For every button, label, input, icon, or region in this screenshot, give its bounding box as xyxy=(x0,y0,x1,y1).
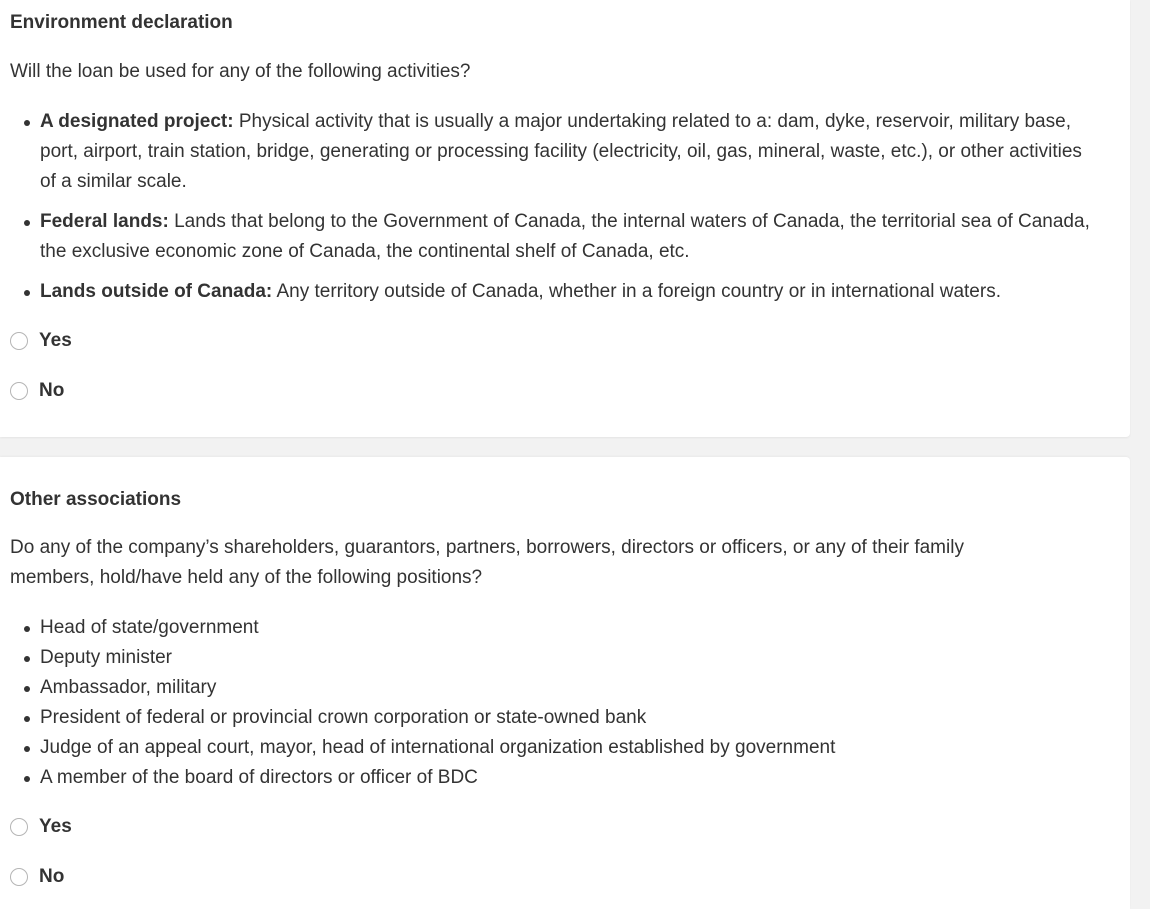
list-item: Ambassador, military xyxy=(40,673,1100,703)
environment-no-option[interactable] xyxy=(10,376,64,406)
environment-question: Will the loan be used for any of the following activities? xyxy=(10,61,471,82)
environment-yes-radio[interactable] xyxy=(10,332,28,350)
other-associations-card xyxy=(0,457,1130,909)
list-item: Head of state/government xyxy=(40,613,1100,643)
page-gutter xyxy=(1130,0,1150,909)
list-item: Deputy minister xyxy=(40,643,1100,673)
list-item-lands-outside-canada xyxy=(40,277,1100,307)
environment-no-label[interactable]: No xyxy=(39,380,65,401)
environment-no-radio[interactable] xyxy=(10,382,28,400)
list-item: Judge of an appeal court, mayor, head of international organization established by government xyxy=(40,733,1100,763)
environment-declaration-card xyxy=(0,0,1130,437)
other-associations-yes-radio[interactable] xyxy=(10,818,28,836)
environment-declaration-title: Environment declaration xyxy=(10,12,233,33)
environment-yes-option[interactable] xyxy=(10,326,72,356)
list-item-federal-lands xyxy=(40,207,1100,267)
other-associations-no-label[interactable]: No xyxy=(39,866,65,887)
list-item: A member of the board of directors or officer of BDC xyxy=(40,763,1100,793)
other-associations-question: Do any of the company’s shareholders, guarantors, partners, borrowers, directors or officers, or any of their family members, hold/have held any of the following positions? xyxy=(10,537,964,588)
other-associations-yes-option[interactable] xyxy=(10,812,72,842)
list-item: President of federal or provincial crown corporation or state-owned bank xyxy=(40,703,1100,733)
list-item-designated-project xyxy=(40,107,1100,197)
term-designated-project: A designated project: xyxy=(40,111,234,132)
positions-list xyxy=(10,613,1100,793)
other-associations-no-radio[interactable] xyxy=(10,868,28,886)
term-federal-lands: Federal lands: xyxy=(40,211,169,232)
term-lands-outside-canada: Lands outside of Canada: xyxy=(40,281,273,302)
definition-lands-outside-canada: Any territory outside of Canada, whether in a foreign country or in international waters. xyxy=(272,281,1001,302)
definition-designated-project: Physical activity that is usually a major undertaking related to a: dam, dyke, reservoir, military base, port, airport, train station, bridge, generating or processing facility (electricity, oil, gas, mineral, waste, etc.), or other activities of a similar scale. xyxy=(40,111,1082,192)
definition-federal-lands: Lands that belong to the Government of Canada, the internal waters of Canada, the territorial sea of Canada, the exclusive economic zone of Canada, the continental shelf of Canada, etc. xyxy=(40,211,1090,262)
other-associations-yes-label[interactable]: Yes xyxy=(39,816,72,837)
other-associations-no-option[interactable] xyxy=(10,862,64,892)
environment-activities-list xyxy=(10,107,1100,307)
environment-yes-label[interactable]: Yes xyxy=(39,330,72,351)
other-associations-title: Other associations xyxy=(10,489,182,510)
